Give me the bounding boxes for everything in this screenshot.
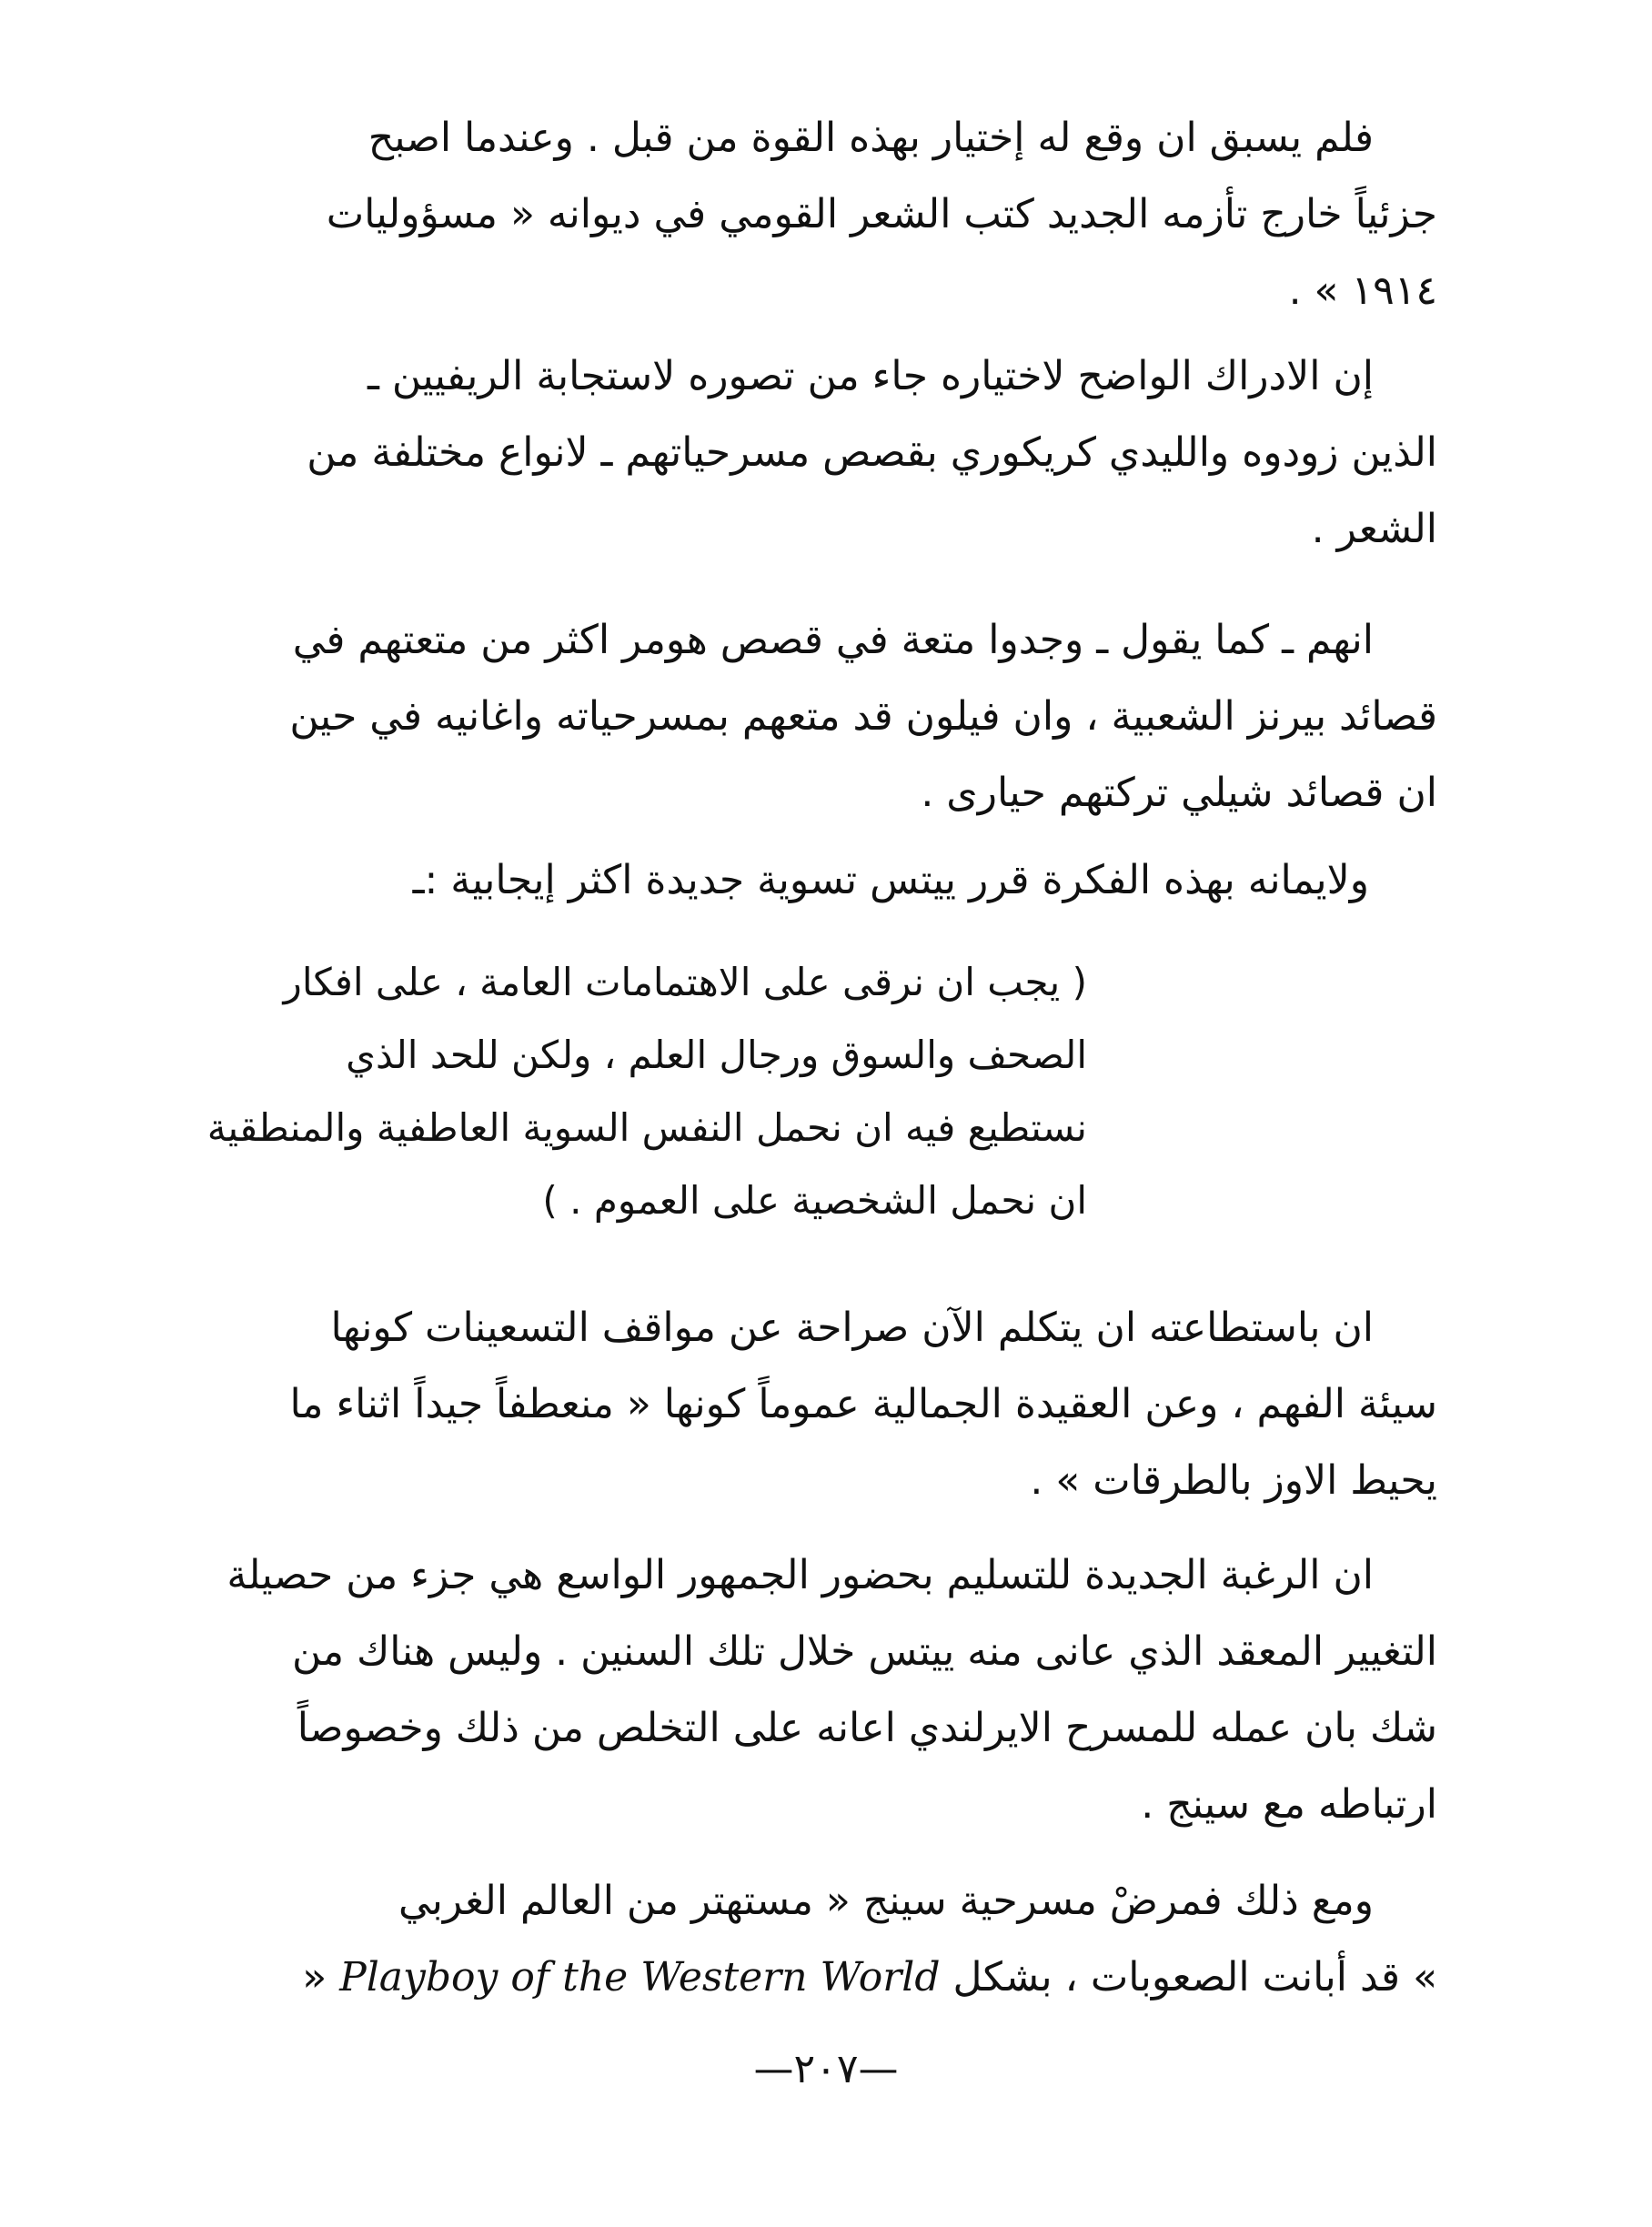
paragraph-1 <box>223 100 1437 329</box>
text-line-mixed <box>223 1940 1437 2016</box>
paragraph-2 <box>223 338 1437 568</box>
text-line: ١٩١٤ » . <box>1288 267 1437 314</box>
quote-line: نستطيع فيه ان نحمل النفس السوية العاطفية والمنطقية <box>206 1105 1087 1150</box>
block-quote <box>206 946 1087 1237</box>
text-line: يحيط الاوز بالطرقات » . <box>1030 1457 1437 1504</box>
text-line: فلم يسبق ان وقع له إختيار بهذه القوة من قبل . وعندما اصبح <box>368 115 1374 161</box>
text-line: انهم ـ كما يقول ـ وجدوا متعة في قصص هومر اكثر من متعتهم في <box>292 617 1374 663</box>
paragraph-6 <box>223 1290 1437 1519</box>
text-line: ارتباطه مع سينج . <box>1141 1781 1437 1828</box>
text-line: ان قصائد شيلي تركتهم حيارى . <box>921 770 1437 816</box>
quote-line: الصحف والسوق ورجال العلم ، ولكن للحد الذي <box>346 1033 1087 1077</box>
text-line: الذين زودوه والليدي كريكوري بقصص مسرحياتهم ـ لانواع مختلفة من <box>307 429 1437 476</box>
paragraph-4 <box>223 842 1437 919</box>
text-line: سيئة الفهم ، وعن العقيدة الجمالية عموماً كونها « منعطفاً جيداً اثناء ما <box>289 1381 1437 1427</box>
text-line: ولايمانه بهذه الفكرة قرر ييتس تسوية جديدة اكثر إيجابية :ـ <box>412 857 1369 903</box>
text-line: ومع ذلك فمرضْ مسرحية سينج « مستهتر من العالم الغربي <box>398 1878 1374 1924</box>
text-line: قصائد بيرنز الشعبية ، وان فيلون قد متعهم بمسرحياته واغانيه في حين <box>289 693 1437 740</box>
paragraph-8 <box>223 1863 1437 2016</box>
text-line: جزئياً خارج تأزمه الجديد كتب الشعر القومي في ديوانه « مسؤوليات <box>326 191 1437 237</box>
text-line: ان الرغبة الجديدة للتسليم بحضور الجمهور الواسع هي جزء من حصيلة <box>227 1552 1374 1598</box>
text-line: التغيير المعقد الذي عانى منه ييتس خلال تلك السنين . وليس هناك من <box>291 1628 1437 1675</box>
arabic-quote-open: « <box>302 1954 327 2000</box>
text-line: إن الادراك الواضح لاختياره جاء من تصوره لاستجابة الريفيين ـ <box>368 353 1374 399</box>
text-line: ان باستطاعته ان يتكلم الآن صراحة عن مواقف التسعينات كونها <box>330 1305 1374 1351</box>
quote-line: ( يجب ان نرقى على الاهتمامات العامة ، على افكار <box>283 960 1087 1004</box>
text-line: شك بان عمله للمسرح الايرلندي اعانه على التخلص من ذلك وخصوصاً <box>297 1705 1437 1751</box>
text-line: الشعر . <box>1311 506 1437 552</box>
quote-line: ان نحمل الشخصية على العموم . ) <box>542 1178 1087 1223</box>
arabic-tail: » قد أبانت الصعوبات ، بشكل <box>952 1954 1437 2000</box>
english-title: Playboy of the Western World <box>339 1954 941 2000</box>
paragraph-7 <box>223 1537 1437 1843</box>
page-number: —٢٠٧— <box>753 2046 899 2092</box>
paragraph-3 <box>223 602 1437 831</box>
